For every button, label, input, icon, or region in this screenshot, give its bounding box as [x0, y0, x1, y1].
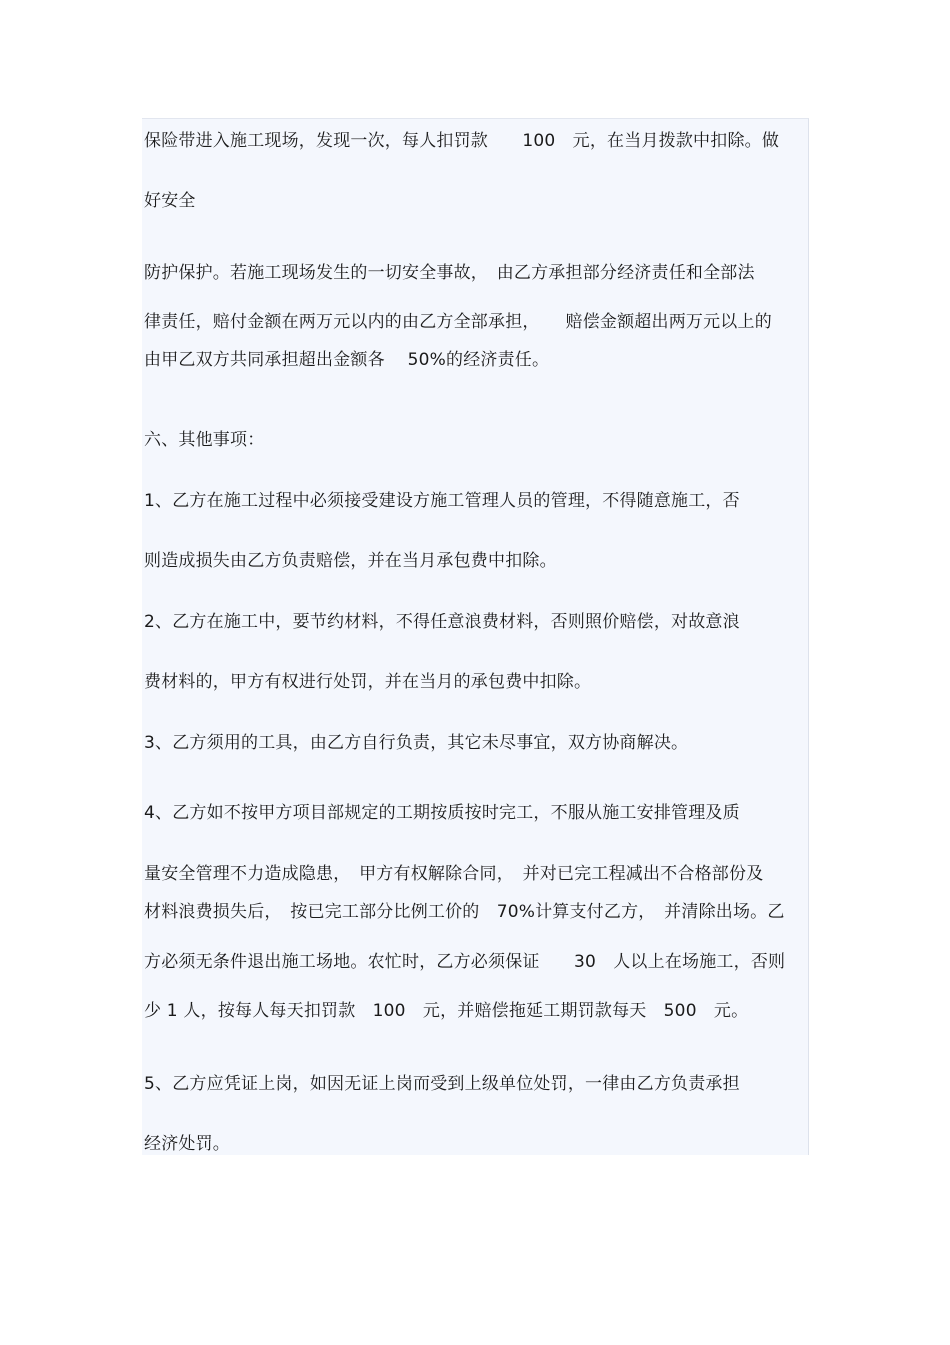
paragraph-line: 1、乙方在施工过程中必须接受建设方施工管理人员的管理，不得随意施工，否	[144, 491, 740, 511]
section-heading: 六、其他事项：	[144, 430, 265, 450]
paragraph-line: 量安全管理不力造成隐患， 甲方有权解除合同， 并对已完工程减出不合格部份及	[144, 864, 764, 884]
paragraph-line: 律责任，赔付金额在两万元以内的由乙方全部承担， 赔偿金额超出两万元以上的	[144, 312, 772, 332]
paragraph-line: 材料浪费损失后， 按已完工部分比例工价的 70%计算支付乙方， 并清除出场。乙	[144, 902, 785, 922]
paragraph-line: 经济处罚。	[144, 1134, 230, 1154]
paragraph-line: 则造成损失由乙方负责赔偿，并在当月承包费中扣除。	[144, 551, 557, 571]
paragraph-line: 费材料的，甲方有权进行处罚，并在当月的承包费中扣除。	[144, 672, 592, 692]
paragraph-line: 方必须无条件退出施工场地。农忙时，乙方必须保证 30 人以上在场施工，否则	[144, 952, 786, 972]
paragraph-line: 4、乙方如不按甲方项目部规定的工期按质按时完工，不服从施工安排管理及质	[144, 803, 740, 823]
paragraph-line: 好安全	[144, 191, 196, 211]
paragraph-line: 由甲乙双方共同承担超出金额各 50%的经济责任。	[144, 350, 550, 370]
paragraph-line: 5、乙方应凭证上岗，如因无证上岗而受到上级单位处罚，一律由乙方负责承担	[144, 1074, 740, 1094]
paragraph-line: 3、乙方须用的工具，由乙方自行负责，其它未尽事宜，双方协商解决。	[144, 733, 689, 753]
paragraph-line: 少 1 人，按每人每天扣罚款 100 元，并赔偿拖延工期罚款每天 500 元。	[144, 1001, 749, 1021]
paragraph-line: 保险带进入施工现场，发现一次，每人扣罚款 100 元，在当月拨款中扣除。做	[144, 131, 780, 151]
paragraph-line: 防护保护。若施工现场发生的一切安全事故， 由乙方承担部分经济责任和全部法	[144, 263, 755, 283]
paragraph-line: 2、乙方在施工中，要节约材料，不得任意浪费材料，否则照价赔偿，对故意浪	[144, 612, 740, 632]
